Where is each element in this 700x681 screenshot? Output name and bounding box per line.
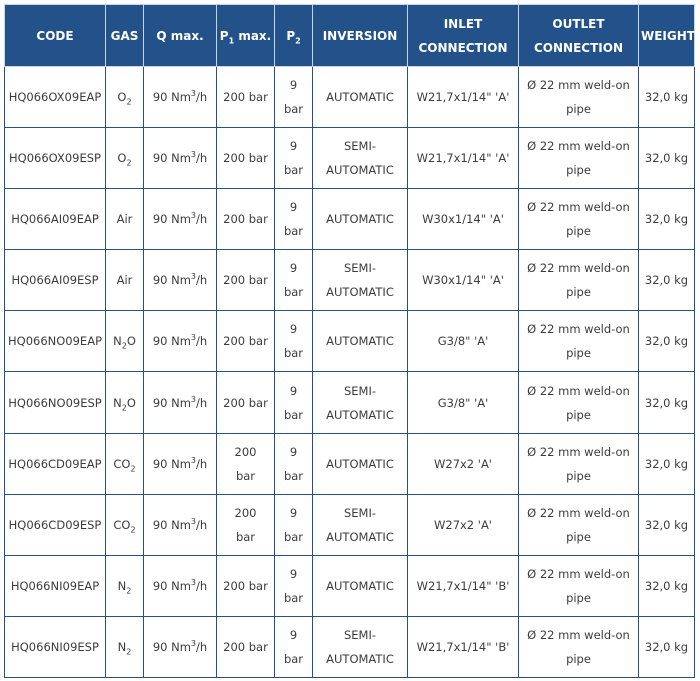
gas-cell xyxy=(106,433,144,494)
p2-unit: bar xyxy=(283,346,304,361)
flow-value: 90 Nm xyxy=(152,334,191,349)
p2-cell xyxy=(275,189,313,250)
p1-value: 200 bar xyxy=(223,578,268,593)
weight-cell: 32,0 kg xyxy=(639,311,695,372)
p1-cell xyxy=(217,311,275,372)
header-p2-sub: 2 xyxy=(295,35,301,45)
flow-value: 90 Nm xyxy=(152,578,191,593)
inlet-cell: W21,7x1/14" 'A' xyxy=(408,128,519,189)
p1-cell xyxy=(217,616,275,677)
p1-cell xyxy=(217,250,275,311)
p2-unit: bar xyxy=(283,224,304,239)
inversion-line2: AUTOMATIC xyxy=(326,285,394,300)
flow-unit-tail: /h xyxy=(196,151,208,166)
gas-subscript: 2 xyxy=(126,586,132,596)
weight-cell: 32,0 kg xyxy=(639,189,695,250)
outlet-cell xyxy=(519,67,639,128)
header-p2 xyxy=(275,5,313,67)
outlet-line2: pipe xyxy=(566,529,591,544)
header-inlet-connection xyxy=(408,5,519,67)
inversion-cell xyxy=(313,494,408,555)
table-row xyxy=(5,372,695,433)
p2-cell xyxy=(275,67,313,128)
flow-unit-sup: 3 xyxy=(190,455,196,465)
p1-cell xyxy=(217,494,275,555)
flow-value: 90 Nm xyxy=(152,212,191,227)
gas-formula: N xyxy=(113,334,122,349)
p2-unit: bar xyxy=(283,285,304,300)
gas-subscript: 2 xyxy=(121,341,127,351)
table-row xyxy=(5,494,695,555)
inversion-cell xyxy=(313,67,408,128)
inversion-line1: SEMI- xyxy=(343,383,377,398)
flow-cell xyxy=(144,189,217,250)
p1-value: 200 bar xyxy=(223,90,268,105)
p1-value: 200 bar xyxy=(223,273,268,288)
table-row xyxy=(5,128,695,189)
flow-unit-sup: 3 xyxy=(190,211,196,221)
inversion-line1: SEMI- xyxy=(343,505,377,520)
flow-unit-tail: /h xyxy=(196,456,208,471)
gas-cell xyxy=(106,250,144,311)
inversion-line1: SEMI- xyxy=(343,261,377,276)
header-p1-rest: max. xyxy=(234,28,272,43)
flow-value: 90 Nm xyxy=(152,273,191,288)
header-inlet-line2: CONNECTION xyxy=(418,40,508,55)
inversion-line2: AUTOMATIC xyxy=(326,163,394,178)
p1-cell xyxy=(217,128,275,189)
outlet-cell xyxy=(519,494,639,555)
outlet-cell xyxy=(519,128,639,189)
outlet-line2: pipe xyxy=(566,651,591,666)
outlet-line1: Ø 22 mm weld-on xyxy=(527,627,630,642)
flow-cell xyxy=(144,372,217,433)
inlet-cell: W21,7x1/14" 'B' xyxy=(408,616,519,677)
code-cell: HQ066NO09EAP xyxy=(5,311,106,372)
inversion-cell xyxy=(313,555,408,616)
header-code: CODE xyxy=(5,5,106,67)
p2-unit: bar xyxy=(283,163,304,178)
table-row xyxy=(5,555,695,616)
gas-formula: CO xyxy=(113,517,131,532)
flow-unit-tail: /h xyxy=(196,395,208,410)
gas-subscript: 2 xyxy=(130,525,136,534)
gas-subscript: 2 xyxy=(130,463,136,473)
p1-cell xyxy=(217,189,275,250)
p2-value: 9 xyxy=(289,505,298,520)
outlet-line1: Ø 22 mm weld-on xyxy=(527,261,630,276)
p1-unit: bar xyxy=(235,468,256,483)
gas-formula: O xyxy=(117,151,127,166)
outlet-line2: pipe xyxy=(566,102,591,117)
inlet-cell: W27x2 'A' xyxy=(408,433,519,494)
gas-subscript: 2 xyxy=(126,647,132,657)
inversion-cell xyxy=(313,128,408,189)
outlet-cell xyxy=(519,250,639,311)
outlet-cell xyxy=(519,433,639,494)
p2-value: 9 xyxy=(289,627,298,642)
outlet-cell xyxy=(519,555,639,616)
code-cell: HQ066AI09ESP xyxy=(5,250,106,311)
inlet-cell: W21,7x1/14" 'A' xyxy=(408,67,519,128)
p2-value: 9 xyxy=(289,139,298,154)
gas-cell xyxy=(106,372,144,433)
p1-cell xyxy=(217,433,275,494)
weight-cell: 32,0 kg xyxy=(639,555,695,616)
inlet-cell: G3/8" 'A' xyxy=(408,311,519,372)
p1-value: 200 bar xyxy=(223,151,268,166)
p2-unit: bar xyxy=(283,651,304,666)
code-cell: HQ066CD09ESP xyxy=(5,494,106,555)
outlet-line2: pipe xyxy=(566,590,591,605)
outlet-line1: Ø 22 mm weld-on xyxy=(527,444,630,459)
inversion-cell xyxy=(313,433,408,494)
flow-cell xyxy=(144,67,217,128)
inversion-cell xyxy=(313,616,408,677)
inlet-cell: G3/8" 'A' xyxy=(408,372,519,433)
header-row xyxy=(5,5,695,67)
header-outlet-connection xyxy=(519,5,639,67)
code-cell: HQ066CD09EAP xyxy=(5,433,106,494)
p2-unit: bar xyxy=(283,407,304,422)
code-cell: HQ066OX09EAP xyxy=(5,67,106,128)
outlet-line2: pipe xyxy=(566,468,591,483)
gas-subscript: 2 xyxy=(126,97,132,107)
flow-cell xyxy=(144,616,217,677)
gas-cell xyxy=(106,494,144,555)
inversion-line2: AUTOMATIC xyxy=(326,529,394,544)
flow-cell xyxy=(144,128,217,189)
outlet-cell xyxy=(519,372,639,433)
p1-unit: bar xyxy=(235,529,256,544)
table-row xyxy=(5,250,695,311)
table-row xyxy=(5,67,695,128)
header-weight: WEIGHT xyxy=(639,5,695,67)
inversion-line1: AUTOMATIC xyxy=(326,456,394,471)
flow-unit-tail: /h xyxy=(196,212,208,227)
gas-formula: O xyxy=(117,90,127,105)
inversion-line1: AUTOMATIC xyxy=(326,578,394,593)
outlet-line2: pipe xyxy=(566,407,591,422)
gas-cell xyxy=(106,311,144,372)
outlet-line1: Ø 22 mm weld-on xyxy=(527,200,630,215)
p1-cell xyxy=(217,555,275,616)
inversion-line2: AUTOMATIC xyxy=(326,651,394,666)
regulator-spec-table xyxy=(4,4,695,678)
flow-unit-sup: 3 xyxy=(190,577,196,587)
code-cell: HQ066OX09ESP xyxy=(5,128,106,189)
p2-value: 9 xyxy=(289,322,298,337)
p2-unit: bar xyxy=(283,590,304,605)
gas-formula: Air xyxy=(116,212,133,227)
flow-value: 90 Nm xyxy=(152,90,191,105)
table-row xyxy=(5,311,695,372)
gas-formula: N xyxy=(113,395,122,410)
flow-value: 90 Nm xyxy=(152,395,191,410)
table-row xyxy=(5,189,695,250)
code-cell: HQ066NO09ESP xyxy=(5,372,106,433)
header-p1-max xyxy=(217,5,275,67)
flow-cell xyxy=(144,250,217,311)
header-p1-letter: P xyxy=(219,28,229,43)
outlet-cell xyxy=(519,616,639,677)
flow-unit-sup: 3 xyxy=(190,150,196,160)
flow-unit-tail: /h xyxy=(196,578,208,593)
weight-cell: 32,0 kg xyxy=(639,250,695,311)
flow-unit-tail: /h xyxy=(196,639,208,654)
inversion-cell xyxy=(313,372,408,433)
table-row xyxy=(5,616,695,677)
flow-value: 90 Nm xyxy=(152,517,191,532)
flow-unit-tail: /h xyxy=(196,273,208,288)
gas-formula-tail: O xyxy=(126,395,136,410)
outlet-line1: Ø 22 mm weld-on xyxy=(527,383,630,398)
outlet-line2: pipe xyxy=(566,346,591,361)
gas-cell xyxy=(106,128,144,189)
flow-unit-tail: /h xyxy=(196,517,208,532)
weight-cell: 32,0 kg xyxy=(639,494,695,555)
gas-formula: Air xyxy=(116,273,133,288)
header-p1-sub: 1 xyxy=(228,35,235,45)
p2-value: 9 xyxy=(289,78,298,93)
header-q-max: Q max. xyxy=(144,5,217,67)
flow-cell xyxy=(144,494,217,555)
inlet-cell: W21,7x1/14" 'B' xyxy=(408,555,519,616)
outlet-line2: pipe xyxy=(566,163,591,178)
code-cell: HQ066NI09ESP xyxy=(5,616,106,677)
flow-value: 90 Nm xyxy=(152,456,191,471)
outlet-line1: Ø 22 mm weld-on xyxy=(527,566,630,581)
p2-cell xyxy=(275,311,313,372)
weight-cell: 32,0 kg xyxy=(639,433,695,494)
weight-cell: 32,0 kg xyxy=(639,616,695,677)
gas-formula: CO xyxy=(113,456,131,471)
inversion-line2: AUTOMATIC xyxy=(326,407,394,422)
gas-cell xyxy=(106,189,144,250)
code-cell: HQ066AI09EAP xyxy=(5,189,106,250)
header-inlet-line1: INLET xyxy=(443,16,483,31)
p2-cell xyxy=(275,433,313,494)
header-p2-letter: P xyxy=(286,28,296,43)
inversion-line1: AUTOMATIC xyxy=(326,90,394,105)
inversion-line1: AUTOMATIC xyxy=(326,212,394,227)
outlet-line1: Ø 22 mm weld-on xyxy=(527,139,630,154)
flow-unit-sup: 3 xyxy=(190,639,196,649)
flow-unit-tail: /h xyxy=(196,334,208,349)
inversion-line1: AUTOMATIC xyxy=(326,334,394,349)
p1-value: 200 xyxy=(234,505,257,520)
outlet-line2: pipe xyxy=(566,224,591,239)
p2-cell xyxy=(275,128,313,189)
inversion-line1: SEMI- xyxy=(343,627,377,642)
flow-unit-tail: /h xyxy=(196,90,208,105)
p1-value: 200 bar xyxy=(223,639,268,654)
flow-unit-sup: 3 xyxy=(190,394,196,404)
outlet-line1: Ø 22 mm weld-on xyxy=(527,505,630,520)
flow-unit-sup: 3 xyxy=(190,516,196,526)
gas-cell xyxy=(106,67,144,128)
flow-cell xyxy=(144,433,217,494)
p2-value: 9 xyxy=(289,261,298,276)
gas-cell xyxy=(106,555,144,616)
header-outlet-line1: OUTLET xyxy=(552,16,605,31)
outlet-line1: Ø 22 mm weld-on xyxy=(527,322,630,337)
flow-unit-sup: 3 xyxy=(190,333,196,343)
gas-subscript: 2 xyxy=(126,158,132,168)
p2-unit: bar xyxy=(283,102,304,117)
flow-value: 90 Nm xyxy=(152,151,191,166)
gas-formula-tail: O xyxy=(126,334,136,349)
flow-cell xyxy=(144,311,217,372)
p2-value: 9 xyxy=(289,200,298,215)
inversion-cell xyxy=(313,189,408,250)
p2-cell xyxy=(275,372,313,433)
inversion-cell xyxy=(313,311,408,372)
p1-value: 200 bar xyxy=(223,212,268,227)
gas-subscript: 2 xyxy=(121,402,127,412)
inlet-cell: W27x2 'A' xyxy=(408,494,519,555)
flow-unit-sup: 3 xyxy=(190,89,196,99)
flow-unit-sup: 3 xyxy=(190,272,196,282)
inlet-cell: W30x1/14" 'A' xyxy=(408,189,519,250)
outlet-line2: pipe xyxy=(566,285,591,300)
gas-cell xyxy=(106,616,144,677)
p2-unit: bar xyxy=(283,468,304,483)
p2-cell xyxy=(275,616,313,677)
p1-value: 200 bar xyxy=(223,334,268,349)
p1-value: 200 bar xyxy=(223,395,268,410)
weight-cell: 32,0 kg xyxy=(639,128,695,189)
outlet-cell xyxy=(519,311,639,372)
weight-cell: 32,0 kg xyxy=(639,372,695,433)
p2-cell xyxy=(275,555,313,616)
p1-cell xyxy=(217,372,275,433)
gas-formula: N xyxy=(117,639,127,654)
header-gas: GAS xyxy=(106,5,144,67)
inlet-cell: W30x1/14" 'A' xyxy=(408,250,519,311)
inversion-line1: SEMI- xyxy=(343,139,377,154)
table-row xyxy=(5,433,695,494)
outlet-cell xyxy=(519,189,639,250)
header-inversion: INVERSION xyxy=(313,5,408,67)
p2-value: 9 xyxy=(289,444,298,459)
p1-cell xyxy=(217,67,275,128)
header-outlet-line2: CONNECTION xyxy=(534,40,623,55)
p2-value: 9 xyxy=(289,383,298,398)
flow-value: 90 Nm xyxy=(152,639,191,654)
p2-cell xyxy=(275,250,313,311)
flow-cell xyxy=(144,555,217,616)
p2-value: 9 xyxy=(289,566,298,581)
gas-formula: N xyxy=(117,578,127,593)
weight-cell: 32,0 kg xyxy=(639,67,695,128)
p2-cell xyxy=(275,494,313,555)
inversion-cell xyxy=(313,250,408,311)
p1-value: 200 xyxy=(234,444,257,459)
outlet-line1: Ø 22 mm weld-on xyxy=(527,78,630,93)
code-cell: HQ066NI09EAP xyxy=(5,555,106,616)
p2-unit: bar xyxy=(283,529,304,544)
